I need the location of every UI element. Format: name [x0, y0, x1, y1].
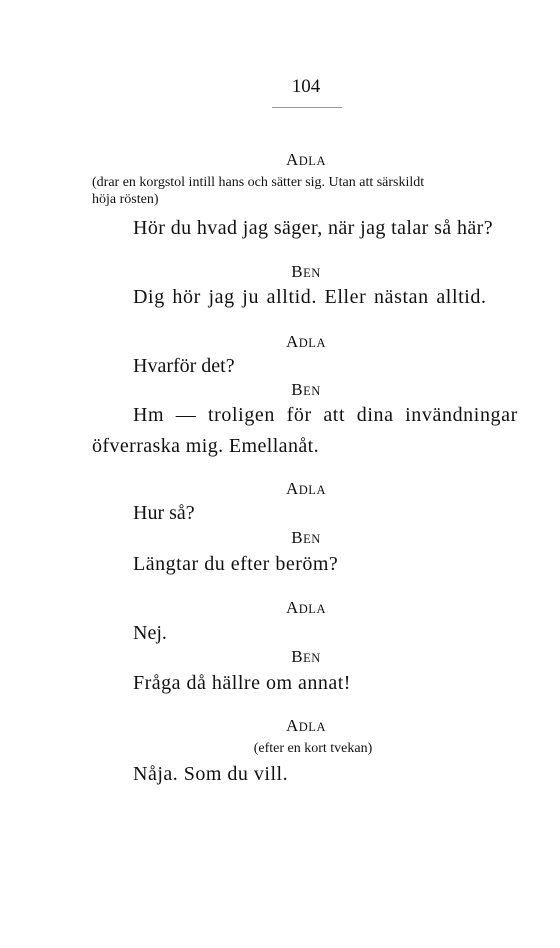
speaker-name: ADLA — [286, 332, 326, 351]
stage-direction: höja rösten) — [92, 192, 159, 207]
dialogue-line: Hör du hvad jag säger, när jag talar så här? — [133, 217, 493, 239]
dialogue-line: Hvarför det? — [133, 355, 235, 377]
speaker-name: BEN — [291, 647, 321, 666]
header-rule — [272, 107, 342, 108]
speaker-name: BEN — [291, 262, 321, 281]
stage-direction: (drar en korgstol intill hans och sätter sig. Utan att särskildt — [92, 175, 425, 190]
page-number: 104 — [291, 76, 321, 97]
stage-direction: (efter en kort tvekan) — [253, 741, 373, 756]
speaker-name: ADLA — [286, 716, 326, 735]
dialogue-line: Hur så? — [133, 502, 195, 524]
dialogue-line: Fråga då hällre om annat! — [133, 672, 351, 694]
dialogue-line: öfverraska mig. Emellanåt. — [92, 435, 319, 457]
dialogue-line: Dig hör jag ju alltid. Eller nästan alltid. — [133, 286, 487, 308]
speaker-name: BEN — [291, 528, 321, 547]
speaker-name: BEN — [291, 380, 321, 399]
speaker-name: ADLA — [286, 150, 326, 169]
speaker-name: ADLA — [286, 598, 326, 617]
dialogue-line: Nej. — [133, 622, 167, 644]
speaker-name: ADLA — [286, 479, 326, 498]
dialogue-line: Nåja. Som du vill. — [133, 763, 289, 785]
dialogue-line: Längtar du efter beröm? — [133, 553, 339, 575]
dialogue-line: Hm — troligen för att dina invändningar — [133, 404, 518, 426]
